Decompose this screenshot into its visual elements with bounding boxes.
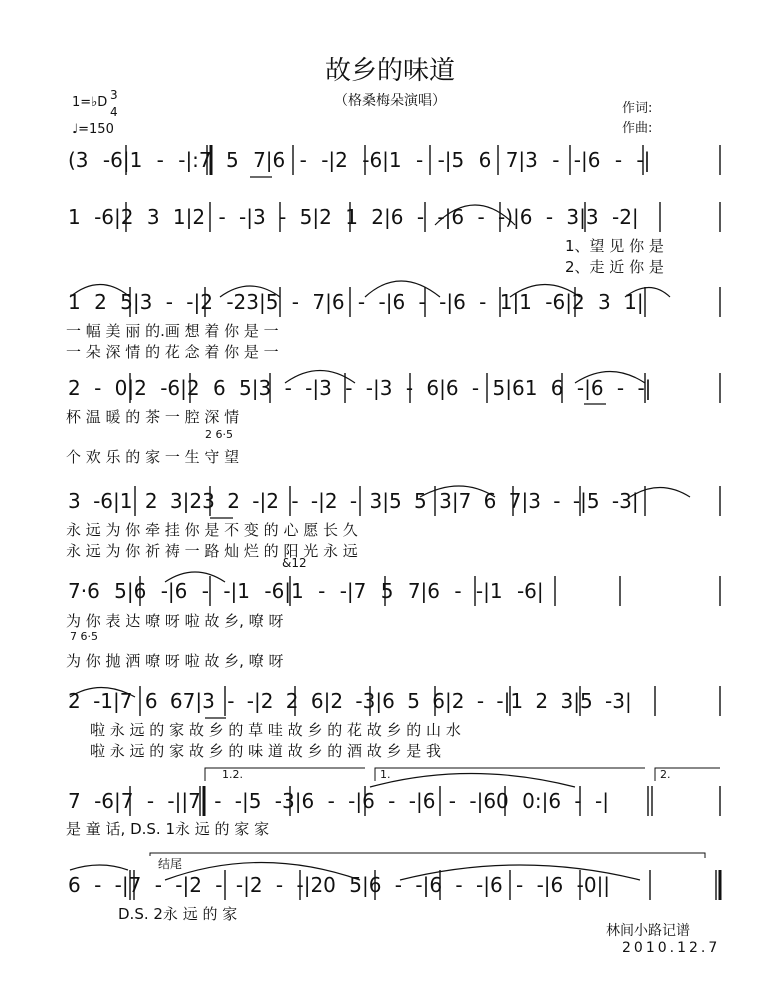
lyricist-label: 作词: [622,101,653,116]
lyric-row-6-verse-2: 为 你 抛 洒 嘹 呀 啦 故 乡, 嘹 呀 [66,652,284,670]
notation-row-2: 1 -6|2 3 1|2 - -|3 - 5|2 1 2|6 - -|6 - -)|6 - 3|3 -2| [68,205,639,229]
notation-row-9: 6 - -|7 - -|2 - -|2 - -|20 5|6 - -|6 - -|6 - -|6 -0|| [68,873,611,897]
notation-row-7: 2 -1|7 6 67|3 - -|2 2 6|2 -3|6 5 6|2 - -|1 2 3|5 -3| [68,689,632,713]
volta-1-label: 1. [380,768,391,781]
lyric-row-8: 是 童 话, D.S. 1永 远 的 家 家 [66,820,270,838]
volta-1-2-label: 1.2. [222,768,243,781]
lyric-row-9: D.S. 2永 远 的 家 [118,905,238,923]
lyric-row-7-verse-2: 啦 永 远 的 家 故 乡 的 味 道 故 乡 的 酒 故 乡 是 我 [90,742,442,760]
lyric-row-2-verse-2: 2、走 近 你 是 [565,258,664,276]
notation-row-4: 2 - 0|2 -6|2 6 5|3 - -|3 - -|3 - 6|6 - 5|61 6 -|6 - -| [68,376,652,400]
key-signature: 1=♭D [72,95,108,110]
alternate-notes-row-6: 7 6·5 [70,630,98,643]
volta-brackets [150,768,720,858]
time-signature-top: 3 [110,88,118,102]
notation-row-8: 7 -6|7 - -||7 - -|5 -3|6 - -|6 - -|6 - -|60 0:|6 - -| [68,789,609,813]
tempo-marking: ♩=150 [72,122,114,137]
lyric-row-6-verse-1: 为 你 表 达 嘹 呀 啦 故 乡, 嘹 呀 [66,612,284,630]
notation-row-1: (3 -6|1 - -|:7 5 7|6 - -|2 -6|1 - -|5 6 7|3 - -|6 - -| [68,148,651,172]
notation-row-5: 3 -6|1 2 3|23 2 -|2 - -|2 - 3|5 5 3|7 6 7|3 - -|5 -3| [68,489,639,513]
lyric-row-5-verse-1: 永 远 为 你 牵 挂 你 是 不 变 的 心 愿 长 久 [66,521,358,539]
notation-row-3: 1 2 5|3 - -|2 -23|5 - 7|6 - -|6 - -|6 - 1|1 -6|2 3 1| [68,290,644,314]
lyric-row-5-verse-2: 永 远 为 你 祈 祷 一 路 灿 烂 的 阳 光 永 远 [66,542,358,560]
lyric-row-3-verse-1: 一 幅 美 丽 的.画 想 着 你 是 一 [66,322,279,340]
volta-2-label: 2. [660,768,671,781]
time-signature-bottom: 4 [110,105,118,119]
lyric-row-2-verse-1: 1、望 见 你 是 [565,237,664,255]
segno-mark: &12 [282,556,307,570]
transcription-date: 2010.12.7 [622,940,721,956]
notation-row-6: 7·6 5|6 -|6 - -|1 -6|1 - -|7 5 7|6 - -|1 -6| [68,579,544,603]
composer-label: 作曲: [622,121,653,136]
ending-label: 结尾 [158,857,183,871]
lyric-row-4-verse-1: 杯 温 暖 的 茶 一 腔 深 情 [66,408,240,426]
song-title: 故乡的味道 [324,56,455,86]
transcriber-credit: 林间小路记谱 [606,923,690,939]
lyric-row-7-verse-1: 啦 永 远 的 家 故 乡 的 草 哇 故 乡 的 花 故 乡 的 山 水 [90,721,461,739]
alternate-notes-row-4: 2 6·5 [205,428,233,441]
lyric-row-3-verse-2: 一 朵 深 情 的 花 念 着 你 是 一 [66,343,279,361]
beams [205,177,606,718]
song-subtitle: （格桑梅朵演唱） [334,93,446,109]
lyric-row-4-verse-2: 个 欢 乐 的 家 一 生 守 望 [66,448,240,466]
